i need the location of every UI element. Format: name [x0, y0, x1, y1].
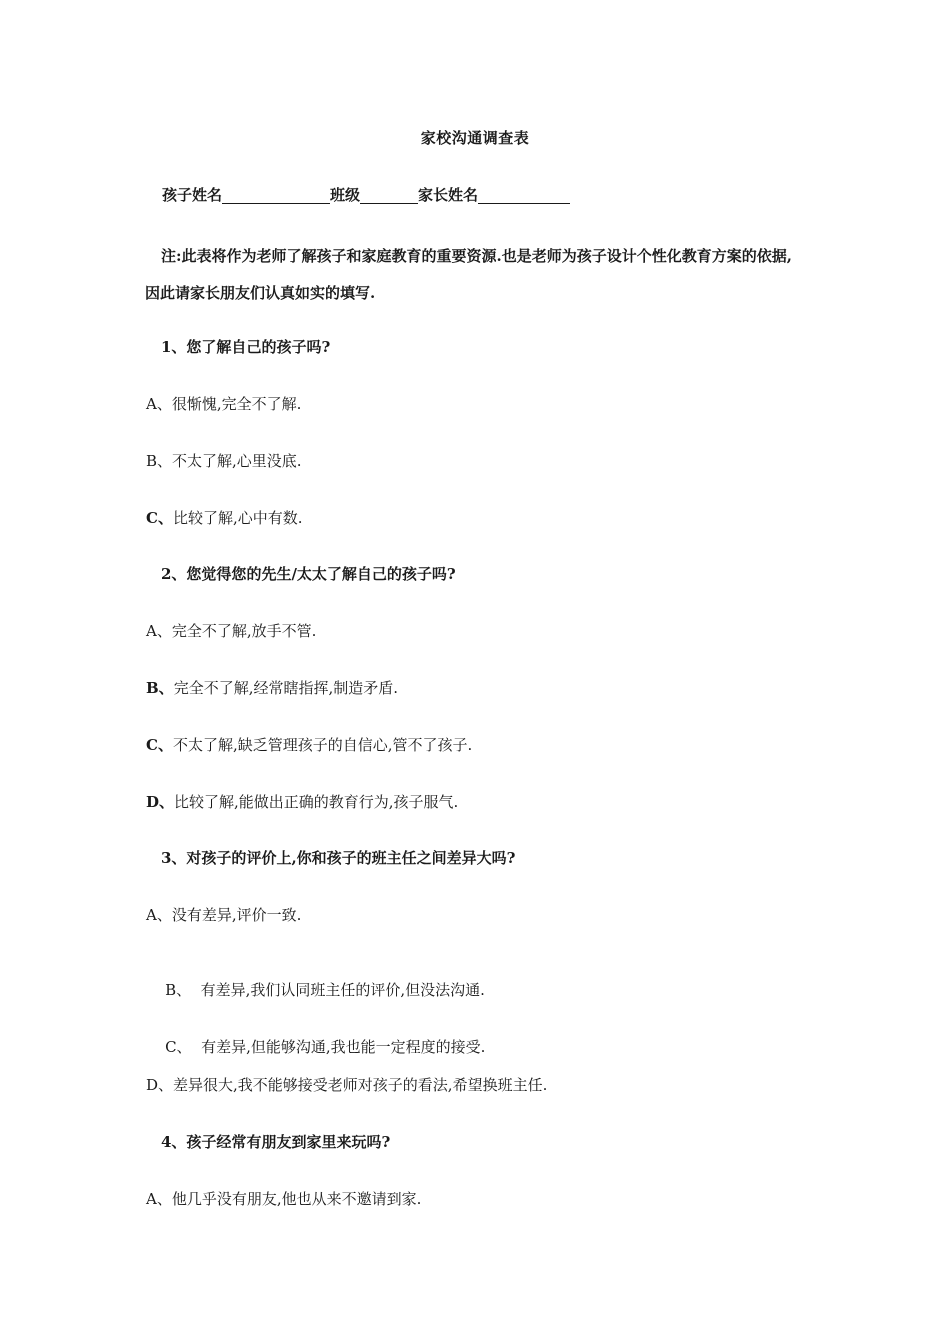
option-letter: B、	[146, 452, 173, 470]
option-text: 差异很大,我不能够接受老师对孩子的看法,希望换班主任.	[173, 1076, 548, 1094]
option-letter: A、	[146, 622, 172, 640]
question-1-option-a[interactable]	[146, 393, 301, 414]
option-letter: A、	[146, 906, 172, 924]
document-title: 家校沟通调查表	[420, 129, 530, 147]
question-2-option-b[interactable]	[146, 677, 398, 698]
parent-name-blank[interactable]	[478, 185, 570, 204]
question-3-option-d[interactable]	[146, 1074, 547, 1095]
question-2-option-c[interactable]	[146, 734, 472, 755]
option-letter: D、	[146, 793, 175, 811]
option-text: 有差异,我们认同班主任的评价,但没法沟通.	[191, 981, 485, 999]
option-text: 没有差异,评价一致.	[171, 906, 302, 924]
note-paragraph: 注:此表将作为老师了解孩子和家庭教育的重要资源.也是老师为孩子设计个性化教育方案的依据,因此请家长朋友们认真如实的填写.	[145, 247, 792, 302]
question-3: 3、对孩子的评价上,你和孩子的班主任之间差异大吗?	[161, 849, 516, 867]
question-2-option-a[interactable]	[146, 620, 316, 641]
option-letter: B、	[165, 981, 192, 999]
option-text: 不太了解,缺乏管理孩子的自信心,管不了孩子.	[172, 736, 473, 754]
class-blank[interactable]	[360, 185, 418, 204]
option-text: 比较了解,心中有数.	[172, 509, 303, 527]
info-line	[162, 184, 570, 205]
option-letter: A、	[146, 395, 172, 413]
option-text: 完全不了解,放手不管.	[171, 622, 317, 640]
question-2-option-d[interactable]	[146, 791, 458, 812]
option-letter: B、	[146, 679, 174, 697]
question-4-option-a[interactable]	[146, 1188, 421, 1209]
option-text: 很惭愧,完全不了解.	[171, 395, 302, 413]
option-letter: C、	[146, 509, 173, 527]
option-text: 有差异,但能够沟通,我也能一定程度的接受.	[191, 1038, 486, 1056]
option-letter: C、	[146, 736, 173, 754]
option-text: 比较了解,能做出正确的教育行为,孩子服气.	[174, 793, 459, 811]
class-label: 班级	[330, 186, 361, 204]
option-letter: D、	[146, 1076, 174, 1094]
child-name-blank[interactable]	[222, 185, 330, 204]
parent-name-label: 家长姓名	[418, 186, 479, 204]
child-name-label: 孩子姓名	[162, 186, 223, 204]
option-text: 不太了解,心里没底.	[172, 452, 302, 470]
question-3-option-c[interactable]	[146, 1018, 485, 1075]
option-letter: C、	[165, 1038, 192, 1056]
option-text: 完全不了解,经常瞎指挥,制造矛盾.	[173, 679, 398, 697]
option-letter: A、	[146, 1190, 172, 1208]
question-2: 2、您觉得您的先生/太太了解自己的孩子吗?	[161, 565, 456, 583]
question-3-option-a[interactable]	[146, 904, 301, 925]
question-1: 1、您了解自己的孩子吗?	[161, 338, 331, 356]
question-1-option-c[interactable]	[146, 507, 303, 528]
option-text: 他几乎没有朋友,他也从来不邀请到家.	[171, 1190, 422, 1208]
question-1-option-b[interactable]	[146, 450, 302, 471]
question-3-option-b[interactable]	[146, 961, 485, 1018]
question-4: 4、孩子经常有朋友到家里来玩吗?	[161, 1133, 391, 1151]
